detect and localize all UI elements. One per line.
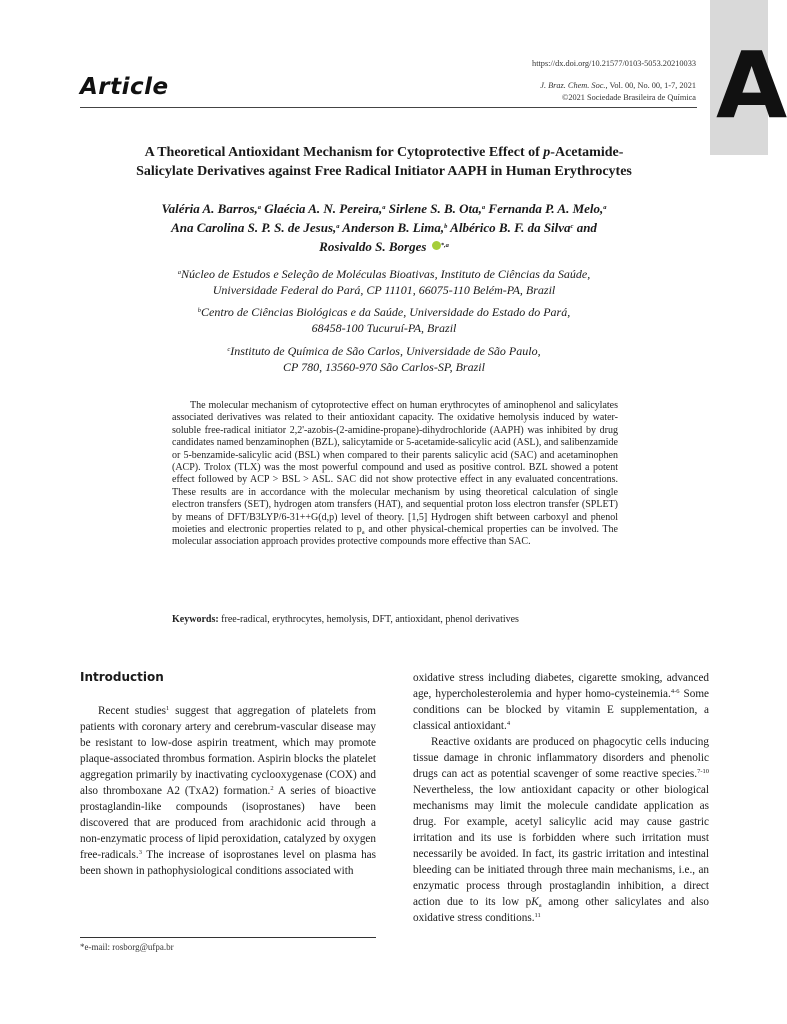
- affiliation-b: $^b$Centro de Ciências Biológicas e da Saúde, Universidade do Estado do Pará, 68458-100 Tucuruí-PA, Brazil: [197, 305, 571, 335]
- keywords-line: [172, 614, 618, 626]
- body-column-right: [413, 670, 709, 926]
- orcid-icon[interactable]: [432, 241, 441, 250]
- corresponding-author-email: *e-mail: rosborg@ufpa.br: [80, 942, 174, 952]
- article-type-label: Article: [80, 74, 169, 100]
- abstract: [172, 400, 618, 549]
- abstract-paragraph: The molecular mechanism of cytoprotective effect on human erythrocytes of aminophenol and salicylates associated derivatives was related to their antioxidant capacity. The oxidative hemolysis induced by water-soluble free-radical initiator 2,2'-azobis-(2-amidine-propane)-dihydrochloride (AAPH) was inhibited by drug candidates named benzaminophen (BZL), salicytamide or 5-acetamide-salicylic acid (ASL), and salibenzamide or 5-benzamide-salicylic acid (BSL) when compared to their parents salicylic acid (SAC) and acetaminophen (ACP). Trolox (TLX) was the most powerful compound and used as positive control. BZL showed a potent effect followed by ACP > BSL > ASL. SAC did not show protective effect in any evaluated concentrations. These results are in accordance with the molecular mechanism by using theoretical calculation of single electron transfers (SET), hydrogen atom transfers (HAT), and sequential proton loss electron transfer (SPLET) by means of DFT/B3LYP/6-31++G(d,p) level of theory. [1,5] Hydrogen shift between carboxyl and phenol moieties and electronic properties related to $p_a$ and other physical-chemical properties can be involved. The molecular association approach provides protective compounds more effective than SAC.: [172, 400, 618, 548]
- keywords-text: free-radical, erythrocytes, hemolysis, DFT, antioxidant, phenol derivatives: [218, 614, 519, 625]
- keywords-label: Keywords:: [172, 614, 219, 625]
- intro-paragraph-1: Recent studies$^1$ suggest that aggregation of platelets from patients with coronary artery and cerebrum-vascular disease may be resistant to low-dose aspirin treatment, which may promote plaque-associated thrombus formation. Aspirin blocks the platelet aggregation primarily by inactivating cyclooxygenase (COX) and also thromboxane A2 (TxA2) formation.$^2$ A series of bioactive prostaglandin-like compounds (isoprostanes) have been discovered that are produced from arachidonic acid through a non-enzymatic process of lipid peroxidation, catalyzed by oxygen free-radicals.$^3$ The increase of isoprostanes level on plasma has been shown in pathophysiological conditions associated with: [80, 705, 376, 877]
- author-line-2: Ana Carolina S. P. S. de Jesus,$^a$ Anderson B. Lima,$^b$ Albérico B. F. da Silva$^c$ and: [171, 220, 597, 235]
- article-type-corner-tab: [710, 0, 787, 155]
- journal-citation: J. Braz. Chem. Soc., Vol. 00, No. 00, 1-7, 2021: [540, 81, 696, 90]
- introduction-heading: Introduction: [80, 670, 164, 684]
- corner-letter: A: [716, 32, 787, 139]
- header-divider: [80, 107, 697, 108]
- intro-paragraph-2: Reactive oxidants are produced on phagocytic cells inducing tissue damage in chronic inflammatory disorders and phenolic drugs can act as potential scavenger of some reactive species.$^{7-10}$ Nevertheless, the low antioxidant capacity or other biological mechanisms may limit the molecule candidate application as drug. For example, acetyl salicylic acid may cause gastric irritation and its use is forbidden where such irritation must necessarily be avoided. In fact, its gastric irritation and intestinal bleeding can be initiated through three main mechanisms, i.e., an enzymatic process through prostaglandin inhibition, a direct action due to its low $pK_a$ among other salicylates and also oxidative stress conditions.$^{11}$: [413, 736, 709, 924]
- affiliation-c: $^c$Instituto de Química de São Carlos, Universidade de São Paulo, CP 780, 13560-970 São Carlos-SP, Brazil: [227, 344, 541, 374]
- paper-title: A Theoretical Antioxidant Mechanism for Cytoprotective Effect of p-Acetamide- Salicylate Derivatives against Free Radical Initiator AAPH in Human Erythrocytes: [136, 145, 632, 179]
- copyright-line: ©2021 Sociedade Brasileira de Química: [562, 93, 696, 102]
- author-line-3: Rosivaldo S. Borges $^{*,a}$: [319, 239, 449, 254]
- author-list: [100, 199, 668, 256]
- doi-link[interactable]: https://dx.doi.org/10.21577/0103-5053.20210033: [532, 59, 696, 68]
- footnote-divider: [80, 937, 376, 938]
- author-line-1: Valéria A. Barros,$^a$ Glaécia A. N. Pereira,$^a$ Sirlene S. B. Ota,$^a$ Fernanda P. A. Melo,$^a$: [161, 201, 607, 216]
- affiliation-a: $^a$Núcleo de Estudos e Seleção de Moléculas Bioativas, Instituto de Ciências da Saúde, Universidade Federal do Pará, CP 11101, 66075-110 Belém-PA, Brazil: [177, 267, 591, 297]
- intro-paragraph-1-continued: oxidative stress including diabetes, cigarette smoking, advanced age, hypercholesterolemia and hyper homo-cysteinemia.$^{4-6}$ Some conditions can be blocked by vitamin E supplementation, a classical antioxidant.$^4$: [413, 672, 709, 732]
- body-column-left: [80, 703, 376, 879]
- publication-metadata: [532, 58, 696, 104]
